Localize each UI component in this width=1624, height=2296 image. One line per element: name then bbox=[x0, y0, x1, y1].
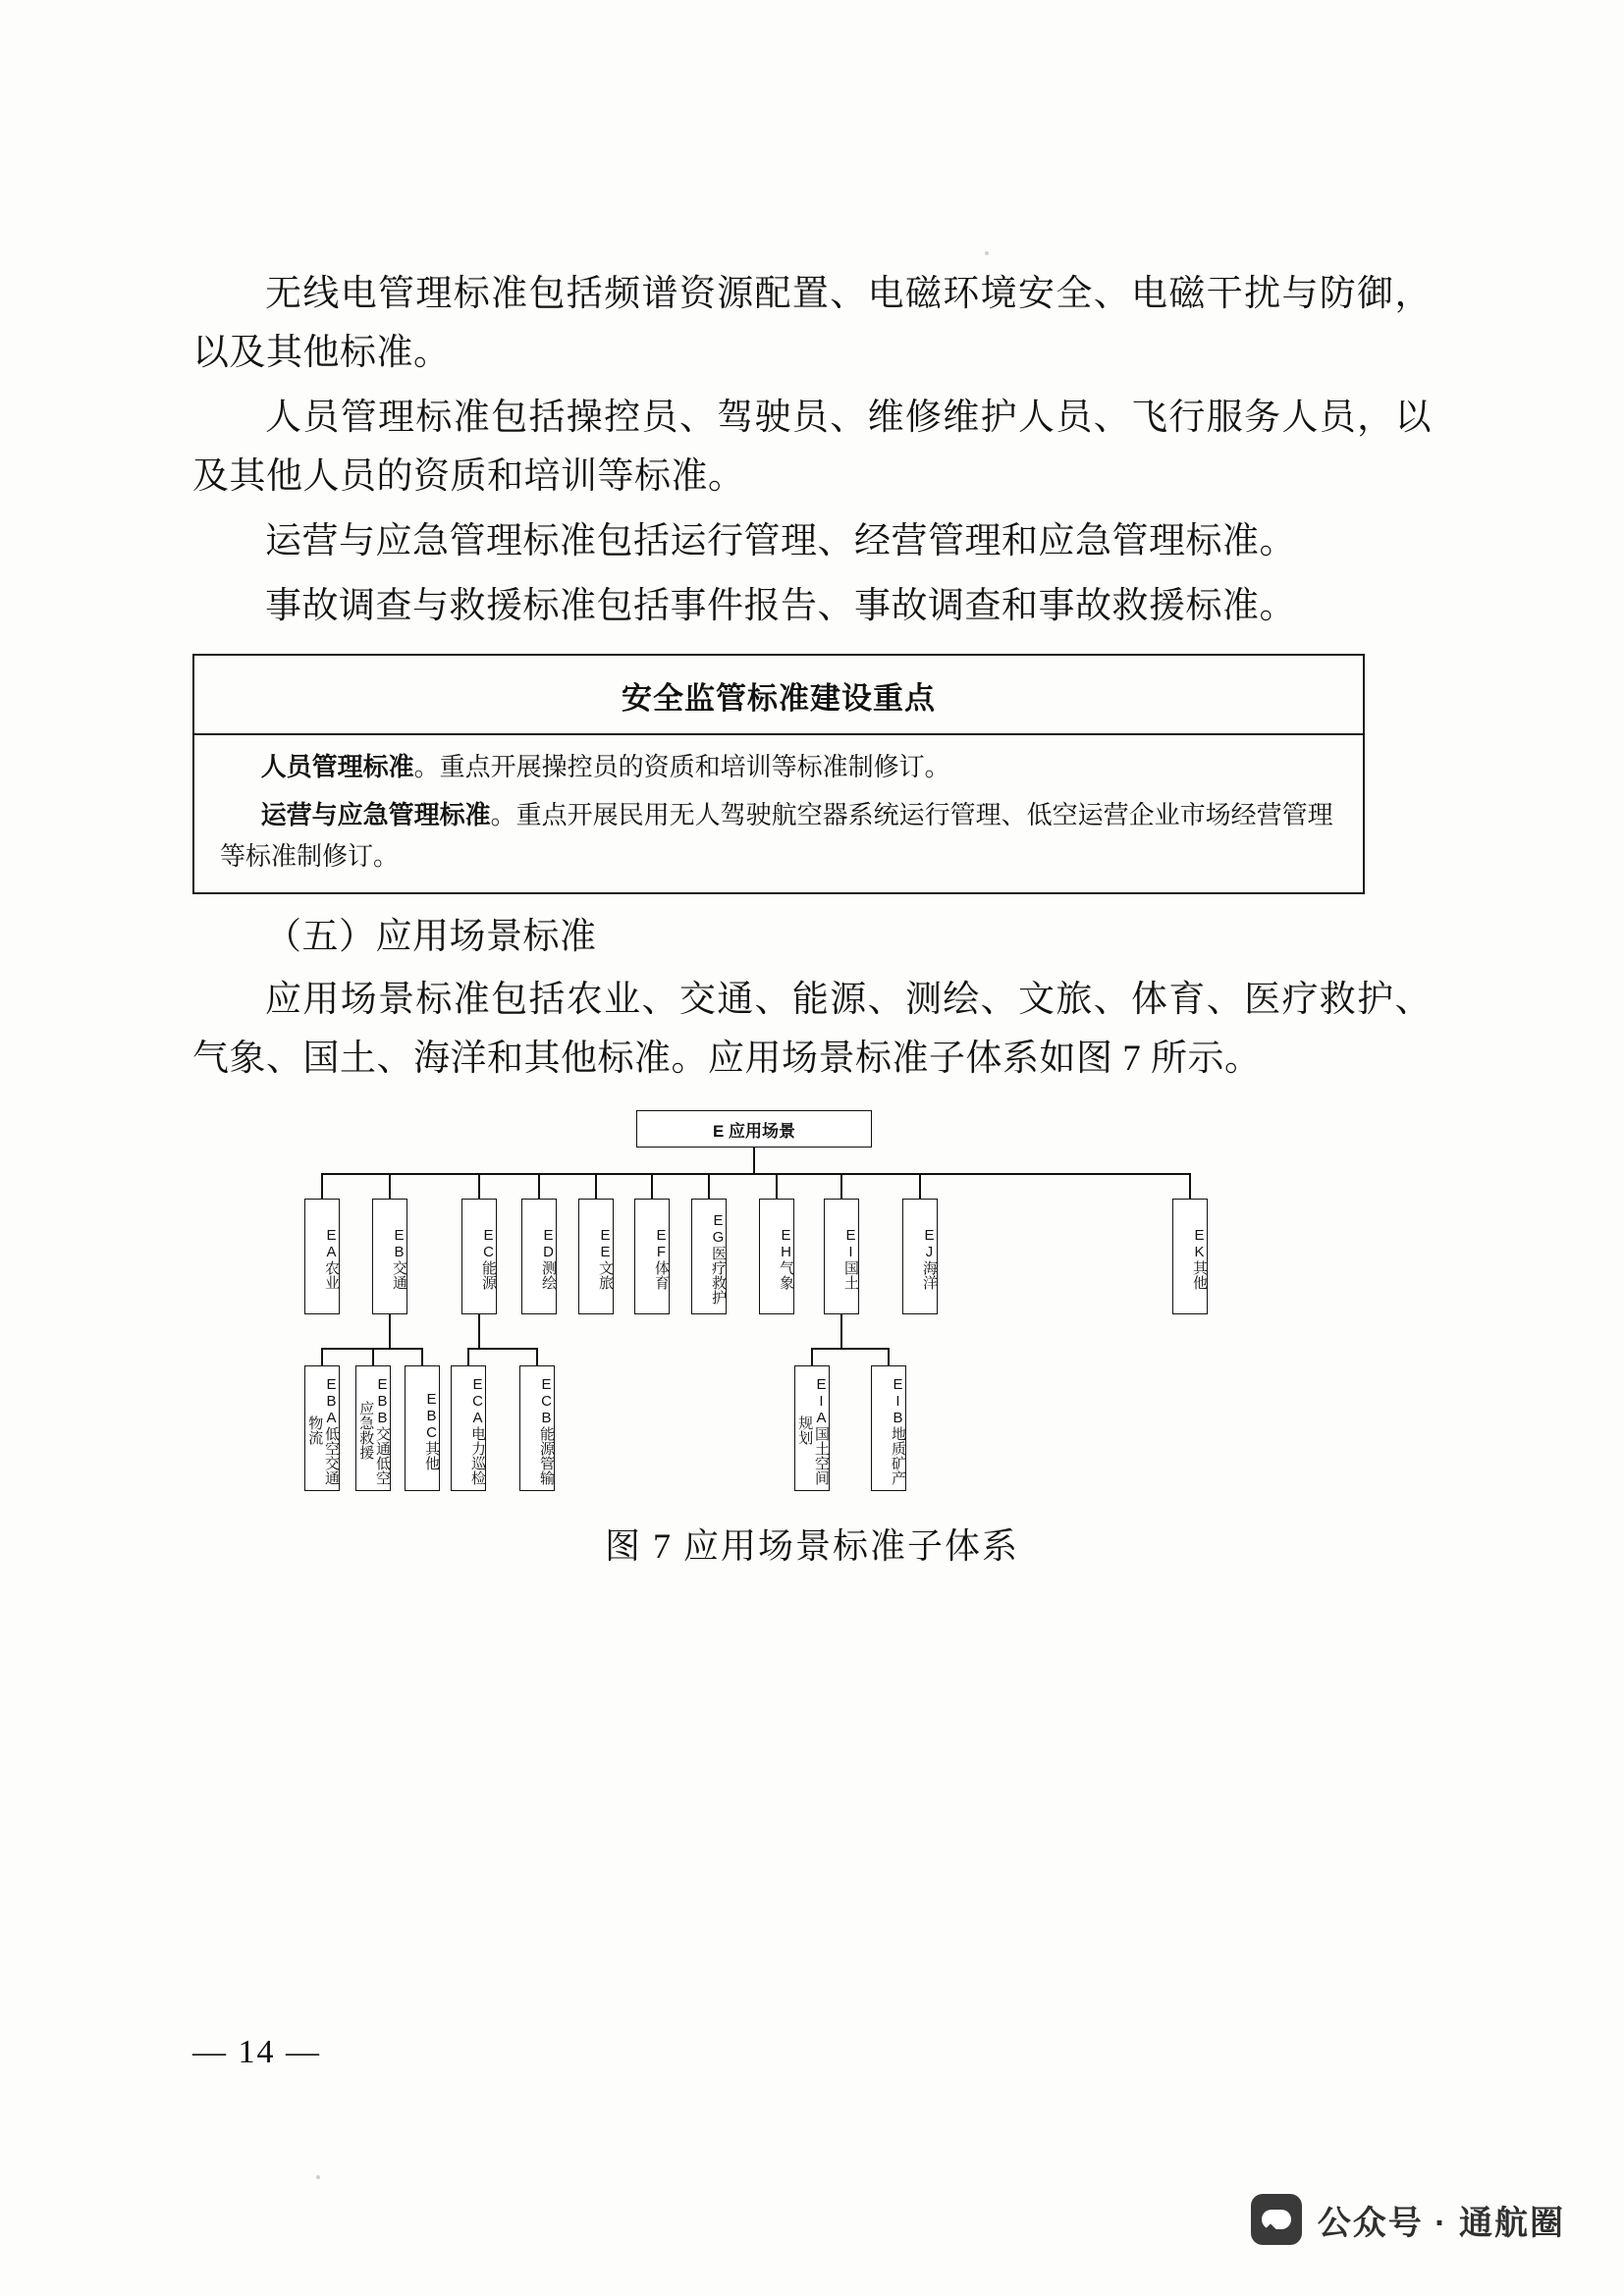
connector-bus bbox=[467, 1348, 538, 1350]
infobox-item-text: 。重点开展民用无人驾驶航空器系统运行管理、低空运营企业市场经营管理等标准制修订。 bbox=[220, 800, 1333, 871]
diagram-node-EB: EB交通 bbox=[372, 1199, 407, 1314]
connector-line bbox=[776, 1173, 778, 1199]
connector-line bbox=[919, 1173, 921, 1199]
connector-line bbox=[389, 1173, 391, 1199]
connector-line bbox=[478, 1314, 480, 1348]
diagram-node-EK: EK其他 bbox=[1172, 1199, 1208, 1314]
connector-line bbox=[389, 1314, 391, 1348]
diagram-node-EC: EC能源 bbox=[461, 1199, 497, 1314]
connector-bus bbox=[811, 1348, 890, 1350]
connector-line bbox=[467, 1348, 469, 1365]
paragraph-radio-management: 无线电管理标准包括频谱资源配置、电磁环境安全、电磁干扰与防御，以及其他标准。 bbox=[192, 274, 1432, 373]
connector-line bbox=[538, 1173, 540, 1199]
paragraph-personnel-management: 人员管理标准包括操控员、驾驶员、维修维护人员、飞行服务人员，以及其他人员的资质和培训等标准。 bbox=[192, 397, 1432, 497]
connector-line bbox=[651, 1173, 653, 1199]
diagram-node-ED: ED测绘 bbox=[521, 1199, 557, 1314]
wechat-icon bbox=[1251, 2194, 1302, 2245]
connector-line bbox=[840, 1173, 842, 1199]
diagram-node-EIB: EIB地质矿产 bbox=[871, 1365, 906, 1491]
figure-application-scenario-subsystem bbox=[192, 1110, 1432, 1493]
diagram-node-EE: EE文旅 bbox=[578, 1199, 614, 1314]
diagram-node-EF: EF体育 bbox=[634, 1199, 670, 1314]
connector-line bbox=[421, 1348, 423, 1365]
infobox-item bbox=[220, 795, 1337, 877]
safety-supervision-infobox bbox=[192, 654, 1365, 895]
infobox-body bbox=[194, 735, 1363, 893]
connector-line bbox=[811, 1348, 813, 1365]
infobox-item-label: 运营与应急管理标准 bbox=[260, 800, 491, 830]
diagram-node-EI: EI国土 bbox=[824, 1199, 859, 1314]
paper-speck bbox=[985, 251, 989, 255]
page-number: — 14 — bbox=[192, 2034, 321, 2070]
infobox-item bbox=[220, 747, 1337, 788]
diagram-node-EIA: EIA国土空间规划 bbox=[794, 1365, 830, 1491]
paragraph-operations-emergency: 运营与应急管理标准包括运行管理、经营管理和应急管理标准。 bbox=[265, 520, 1296, 561]
paragraph-accident-investigation: 事故调查与救援标准包括事件报告、事故调查和事故救援标准。 bbox=[265, 585, 1296, 626]
diagram-node-EBB: EBB交通低空应急救援 bbox=[355, 1365, 391, 1491]
diagram-node-ECA: ECA电力巡检 bbox=[451, 1365, 486, 1491]
infobox-title: 安全监管标准建设重点 bbox=[194, 656, 1363, 735]
diagram-node-EBA: EBA低空交通物流 bbox=[304, 1365, 340, 1491]
diagram-node-EG: EG医疗救护 bbox=[691, 1199, 727, 1314]
page-content bbox=[192, 265, 1432, 1569]
connector-line bbox=[888, 1348, 890, 1365]
connector-line bbox=[372, 1348, 374, 1365]
connector-line bbox=[536, 1348, 538, 1365]
connector-bus bbox=[321, 1173, 1191, 1175]
diagram-node-EA: EA农业 bbox=[304, 1199, 340, 1314]
paragraph-application-scenarios: 应用场景标准包括农业、交通、能源、测绘、文旅、体育、医疗救护、气象、国土、海洋和其他标准。应用场景标准子体系如图 7 所示。 bbox=[192, 980, 1432, 1080]
diagram-node-EJ: EJ海洋 bbox=[902, 1199, 938, 1314]
connector-line bbox=[478, 1173, 480, 1199]
connector-line bbox=[708, 1173, 710, 1199]
connector-line bbox=[753, 1148, 755, 1173]
watermark bbox=[1251, 2194, 1565, 2245]
diagram-node-EH: EH气象 bbox=[759, 1199, 794, 1314]
figure-caption: 图 7 应用场景标准子体系 bbox=[604, 1526, 1019, 1567]
connector-line bbox=[321, 1348, 323, 1365]
infobox-item-label: 人员管理标准 bbox=[260, 751, 414, 781]
diagram-node-ECB: ECB能源管输 bbox=[519, 1365, 555, 1491]
connector-line bbox=[840, 1314, 842, 1348]
connector-line bbox=[321, 1173, 323, 1199]
paper-speck bbox=[316, 2175, 320, 2179]
diagram-node-EBC: EBC其他 bbox=[405, 1365, 440, 1491]
diagram-root-node: E 应用场景 bbox=[636, 1110, 872, 1148]
infobox-item-text: 。重点开展操控员的资质和培训等标准制修订。 bbox=[413, 751, 950, 781]
connector-line bbox=[1189, 1173, 1191, 1199]
connector-line bbox=[595, 1173, 597, 1199]
section-heading: （五）应用场景标准 bbox=[265, 917, 597, 958]
watermark-text: 公众号 · 通航圈 bbox=[1317, 2204, 1565, 2242]
